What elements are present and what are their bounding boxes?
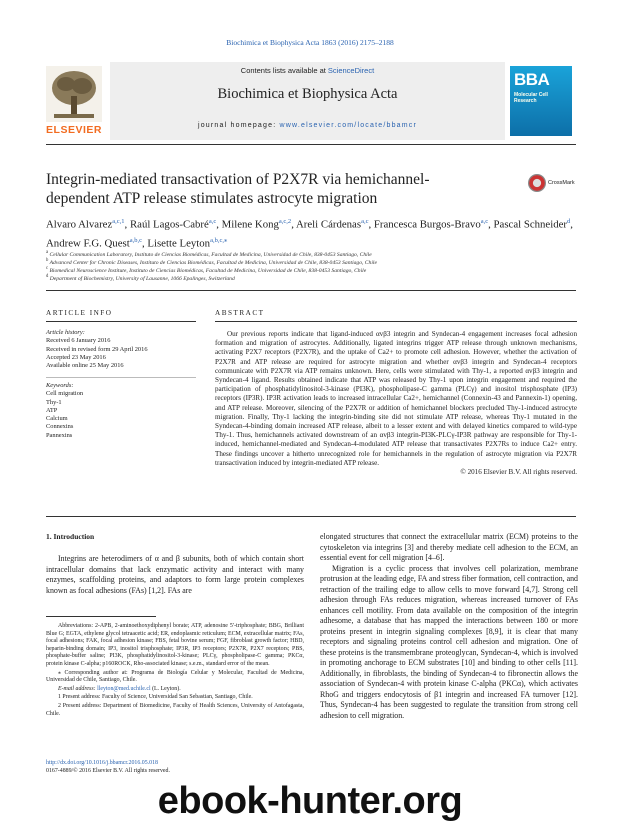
- author-name[interactable]: Alvaro Alvarez: [46, 218, 113, 231]
- author-separator: ,: [368, 218, 374, 231]
- affiliation-rule: [46, 290, 576, 291]
- contents-line: [110, 66, 505, 75]
- email-label: E-mail address:: [58, 685, 98, 692]
- introduction-heading: 1. Introduction: [46, 532, 95, 541]
- abstract-bottom-rule: [46, 516, 576, 517]
- crossmark-badge[interactable]: [528, 174, 576, 192]
- crossmark-icon: [528, 174, 546, 192]
- history-entry: Received 6 January 2016: [46, 337, 111, 345]
- author-list: [46, 214, 586, 251]
- contents-prefix: Contents lists available at: [240, 66, 328, 75]
- affiliation-a: $^a$ Cellular Communication Laboratory, Instituto de Ciencias Biomédicas, Facultad de Medicina, Universidad de Chile, 838-0453 Santiago, Chile: [46, 250, 372, 258]
- author-affiliation-marker[interactable]: a,c,1: [112, 218, 125, 225]
- keyword: Pannexins: [46, 431, 73, 439]
- intro-paragraph-1-cont: elongated structures that connect the extracellular matrix (ECM) proteins to the cytoskeleton via integrins [3] and thereby mediate cell adhesion to the ECM, an essential event for cell migration [4–6].: [320, 532, 578, 562]
- author-separator: ,: [291, 218, 296, 231]
- header-rule: [46, 144, 576, 145]
- author-separator: ,: [124, 218, 130, 231]
- affiliation-b: $^b$ Advanced Center for Chronic Diseases, Instituto de Ciencias Biomédicas, Facultad de Medicina, Universidad de Chile, 838-0453 Santiago, Chile: [46, 258, 377, 266]
- author-name[interactable]: Pascal Schneider: [493, 218, 567, 231]
- history-entry: Available online 25 May 2016: [46, 362, 124, 370]
- abstract-copyright: © 2016 Elsevier B.V. All rights reserved.: [460, 468, 577, 477]
- keyword: ATP: [46, 406, 58, 414]
- bba-cover-subtitle: Molecular Cell Research: [514, 92, 548, 104]
- author-name[interactable]: Raúl Lagos-Cabré: [129, 218, 209, 231]
- keyword: Connexins: [46, 423, 74, 431]
- keywords: [46, 382, 196, 440]
- journal-reference[interactable]: Biochimica et Biophysica Acta 1863 (2016) 2175–2188: [226, 38, 394, 47]
- info-divider: [46, 377, 196, 378]
- present-address-footnote-1: 1 Present address: Faculty of Science, Universidad San Sebastian, Santiago, Chile.: [58, 694, 253, 701]
- author-name[interactable]: Francesca Burgos-Bravo: [373, 218, 481, 231]
- homepage-link[interactable]: www.elsevier.com/locate/bbamcr: [279, 122, 418, 129]
- author-name[interactable]: Areli Cárdenas: [296, 218, 362, 231]
- abstract-rule: [215, 321, 577, 322]
- homepage-prefix: journal homepage:: [197, 122, 280, 129]
- abstract-body: [215, 330, 577, 477]
- author-name[interactable]: Milene Kong: [221, 218, 279, 231]
- intro-paragraph-2: Migration is a cyclic process that involves cell polarization, membrane protrusion at the leading edge, FA and stress fiber formation, cell contraction, and retraction of the trailing edge to allow cells to move forward [4,7]. Strong cell adhesion through FAs reduces migration, whereas increased turnover of FAs enhances cell motility. From data available on the composition of the integrin adhesome, a database that has mapped the interactions between 180 or more proteins present in integrin signaling complexes [8,9], it is clear that many receptors and signaling proteins control cell adhesion and migration. One of these proteins is the transmembrane proteoglycan, Syndecan-4, which is involved in promoting anchorage to ECM substrates [10] and binding to other cells [11]. Additionally, in fibroblasts, the binding of Syndecan-4 to fibronectin allows the association of Syndecan-4 with protein kinase C-alpha (PKCα), which activates RhoG and triggers endocytosis of β1 integrin and increased FA turnover [12]. Thus, Syndecan-4 has been suggested to regulate the transition from strong cell adhesion to cell migration.: [320, 563, 578, 720]
- author-separator: ,: [570, 218, 573, 231]
- author-affiliation-marker[interactable]: a,c,2: [278, 218, 292, 225]
- body-right-column: [320, 532, 578, 721]
- corresponding-author-footnote: ⁎ Corresponding author at: Programa de Biología Celular y Molecular, Facultad de Medicina, Universidad de Chile, Santiago, Chile.: [46, 669, 304, 684]
- author-name[interactable]: Lisette Leyton: [147, 237, 211, 250]
- bba-cover-title: BBA: [514, 70, 550, 89]
- author-name[interactable]: Andrew F.G. Quest: [46, 237, 130, 250]
- body-left-column: [46, 554, 304, 596]
- present-address-footnote-2: 2 Present address: Department of Biomedicine, Faculty of Health Sciences, University of Antofagasta, Chile.: [46, 702, 304, 717]
- doi-link[interactable]: http://dx.doi.org/10.1016/j.bbamcr.2016.05.018: [46, 760, 158, 766]
- email-link[interactable]: lleyton@med.uchile.cl: [97, 685, 151, 692]
- author-affiliation-marker[interactable]: a,c: [480, 218, 489, 225]
- author-affiliation-marker[interactable]: a,c: [361, 218, 369, 225]
- keyword: Cell migration: [46, 390, 84, 398]
- keyword: Calcium: [46, 415, 68, 423]
- abstract-text: Our previous reports indicate that ligand-induced αvβ3 integrin and Syndecan-4 engagement increases focal adhesion formation and migration of astrocytes. Additionally, ligated integrins trigger ATP release through unknown mechanisms, activating P2X7 receptors (P2X7R), and the uptake of Ca2+ to promote cell adhesion. However, whether the activation of P2X7R and ATP release are required for astrocyte migration and whether αvβ3 integrin and Syndecan-4 receptors communicate with P2X7R via ATP remains unknown. Here, cells were stimulated with Thy-1, a reported αvβ3 integrin and Syndecan-4 ligand. Results obtained indicate that ATP was released by Thy-1 upon integrin engagement and required the participation of phosphatidylinositol-3-kinase (PI3K), phospholipase-C gamma (PLCγ) and inositol trisphosphate (IP3) receptors (IP3R). IP3R activation leads to increased intracellular Ca2+, hemichannel (Connexin-43 and Pannexin-1) opening, and ATP release. Moreover, silencing of the P2X7R or addition of hemichannel blockers precluded Thy-1-induced astrocyte migration. Finally, Thy-1 lacking the integrin-binding site did not stimulate ATP release, whereas Thy-1 mutated in the Syndecan-4-binding domain increased ATP release, albeit to a lesser extent and with delayed kinetics compared to wild-type Thy-1. Thus, hemichannels activated downstream of an αvβ3 integrin-PI3K-PLCγ-IP3R pathway are responsible for Thy-1-induced, hemichannel-mediated and Syndecan-4-modulated ATP release that transactivates P2X7Rs to induce Ca2+ entry. These findings uncover a hitherto unrecognized role for hemichannels in the regulation of astrocyte migration via P2X7R transactivation induced by integrin-mediated ATP release.: [215, 330, 577, 467]
- article-history-label: Article history:: [46, 329, 85, 336]
- journal-title: Biochimica et Biophysica Acta: [217, 86, 398, 102]
- journal-homepage: [110, 122, 505, 129]
- author-separator: ,: [141, 237, 148, 250]
- affiliation-c: $^c$ Biomedical Neuroscience Institute, Instituto de Ciencias Biomédicas, Facultad de Medicina, Universidad de Chile, 838-0453 Santiago, Chile: [46, 266, 367, 274]
- author-separator: ,: [488, 218, 494, 231]
- intro-paragraph-1: Integrins are heterodimers of α and β subunits, both of which contain short intracellular domains that lack enzymatic activity and interact with many enzymes, scaffolding proteins, and adaptors to form large protein complexes known as focal adhesions (FAs) [1,2]. FAs are: [46, 554, 304, 595]
- author-affiliation-marker[interactable]: a,b,c,⁎: [210, 236, 228, 244]
- issn-line: 0167-4889/© 2016 Elsevier B.V. All rights reserved.: [46, 767, 170, 774]
- article-info-rule: [46, 321, 196, 322]
- footnote-rule: [46, 616, 156, 617]
- affiliation-d: $^d$ Department of Biochemistry, University of Lausanne, 1066 Epalinges, Switzerland: [46, 274, 235, 282]
- keywords-label: Keywords:: [46, 382, 74, 389]
- article-info-heading: ARTICLE INFO: [46, 309, 113, 317]
- abbreviations-footnote: Abbreviations: 2-APB, 2-aminoethoxydiphenyl borate; ATP, adenosine 5′-triphosphate; BBG, Brilliant Blue G; EGTA, ethylene glycol tetraacetic acid; ER, endoplasmic reticulum; ECM, extracellular matrix; FAs, focal adhesions; FAK, focal adhesion kinase; FBS, fetal bovine serum; FGF, fibroblast growth factor; HBD, heparin-binding domain; IP3, inositol trisphosphate; IP3R, IP3 receptors; P2X7R, P2X7 receptors; PBS, phosphate-buffer saline; PI3K, phosphatidylinositol-3-kinase; PLCγ, phospholipase-C gamma; PKCα, protein kinase C-alpha; p160ROCK, Rho-associated kinase; s.e.m., standard error of the mean.: [46, 623, 304, 667]
- history-entry: Received in revised form 29 April 2016: [46, 345, 148, 353]
- email-suffix: (L. Leyton).: [150, 685, 181, 692]
- elsevier-wordmark: ELSEVIER: [46, 124, 102, 136]
- author-separator: ,: [216, 218, 222, 231]
- abstract-heading: ABSTRACT: [215, 309, 265, 317]
- article-title: Integrin-mediated transactivation of P2X7R via hemichannel-dependent ATP release stimulates astrocyte migration: [46, 171, 430, 207]
- article-history: [46, 329, 196, 370]
- watermark-text: ebook-hunter.org: [157, 780, 463, 822]
- history-entry: Accepted 23 May 2016: [46, 353, 106, 361]
- doi-block: [46, 760, 306, 776]
- crossmark-label: CrossMark: [548, 180, 575, 187]
- footnotes: [46, 623, 304, 719]
- email-footnote: [46, 686, 304, 694]
- author-affiliation-marker[interactable]: a,c: [208, 218, 217, 225]
- keyword: Thy-1: [46, 398, 62, 406]
- sciencedirect-link[interactable]: ScienceDirect: [327, 66, 375, 75]
- author-affiliation-marker[interactable]: d: [567, 218, 571, 225]
- elsevier-tree-logo-icon: [46, 66, 102, 122]
- author-affiliation-marker[interactable]: a,b,c: [129, 236, 142, 244]
